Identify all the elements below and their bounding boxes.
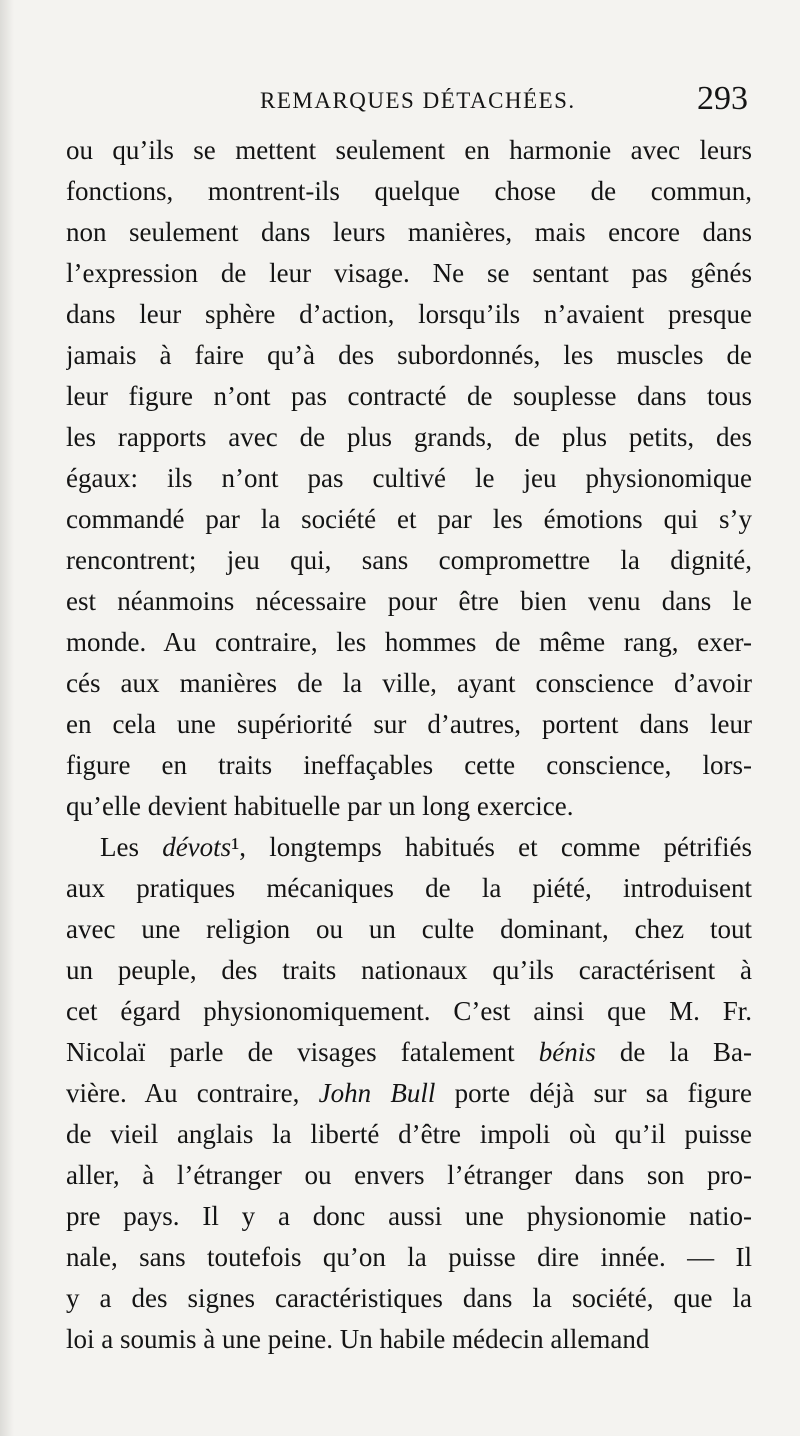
text-line [66,1278,752,1319]
text-line [66,1319,752,1360]
text-line [66,663,752,704]
text-run: de vieil anglais la liberté d’être impoli où qu’il puisse [66,1119,752,1149]
page-number: 293 [697,80,748,117]
text-line [66,581,752,622]
text-line [66,909,752,950]
text-line [66,130,752,171]
text-run: les rapports avec de plus grands, de plus petits, des [66,422,752,452]
text-run: Nicolaï parle de visages fatalement [66,1037,539,1067]
text-line [66,1155,752,1196]
text-line [66,1073,752,1114]
text-run: ou qu’ils se mettent seulement en harmonie avec leurs [66,135,752,165]
text-run: est néanmoins nécessaire pour être bien venu dans le [66,586,752,616]
page-header [0,80,800,128]
text-run: leur figure n’ont pas contracté de souplesse dans tous [66,381,752,411]
text-run: égaux: ils n’ont pas cultivé le jeu physionomique [66,463,752,493]
text-line [66,704,752,745]
text-run: aux pratiques mécaniques de la piété, introduisent [66,873,752,903]
text-line [66,417,752,458]
text-line [66,950,752,991]
text-run: jamais à faire qu’à des subordonnés, les muscles de [66,340,752,370]
running-head: REMARQUES DÉTACHÉES. [260,88,576,113]
text-run: y a des signes caractéristiques dans la société, que la [66,1283,752,1313]
text-run: rencontrent; jeu qui, sans compromettre la dignité, [66,545,752,575]
text-run: pre pays. Il y a donc aussi une physionomie natio- [66,1201,752,1231]
text-line [66,1237,752,1278]
text-run: vière. Au contraire, [66,1078,319,1108]
text-run: l’expression de leur visage. Ne se sentant pas gênés [66,258,752,288]
text-run: cés aux manières de la ville, ayant conscience d’avoir [66,668,752,698]
text-line [66,827,752,868]
italic-text: bénis [538,1037,596,1067]
text-run: fonctions, montrent-ils quelque chose de commun, [66,176,752,206]
text-line [66,335,752,376]
italic-text: dévots [162,832,232,862]
text-run: non seulement dans leurs manières, mais encore dans [66,217,752,247]
italic-text: John Bull [318,1078,436,1108]
paragraph [66,130,752,827]
text-line [66,1114,752,1155]
text-line [66,212,752,253]
text-run: aller, à l’étranger ou envers l’étranger dans son pro- [66,1160,752,1190]
text-run: de la Ba- [595,1037,752,1067]
text-run: porte déjà sur sa figure [435,1078,752,1108]
text-line [66,991,752,1032]
paragraph [66,827,752,1360]
text-run: Les [100,832,163,862]
text-line [66,745,752,786]
text-run: en cela une supériorité sur d’autres, portent dans leur [66,709,752,739]
text-line [66,786,752,827]
text-line [66,1032,752,1073]
text-run: figure en traits ineffaçables cette conscience, lors- [66,750,752,780]
text-run: loi a soumis à une peine. Un habile médecin allemand [66,1324,650,1354]
text-run: qu’elle devient habituelle par un long exercice. [66,791,574,821]
text-line [66,253,752,294]
text-run: cet égard physionomiquement. C’est ainsi que M. Fr. [66,996,752,1026]
text-run: ¹, longtemps habitués et comme pétrifiés [231,832,752,862]
text-line [66,171,752,212]
text-run: avec une religion ou un culte dominant, chez tout [66,914,752,944]
page-gutter-shadow [0,0,14,1436]
text-line [66,499,752,540]
text-run: monde. Au contraire, les hommes de même rang, exer- [66,627,752,657]
text-line [66,376,752,417]
text-run: un peuple, des traits nationaux qu’ils caractérisent à [66,955,752,985]
text-line [66,1196,752,1237]
text-run: dans leur sphère d’action, lorsqu’ils n’avaient presque [66,299,752,329]
body-text [66,130,752,1360]
text-run: nale, sans toutefois qu’on la puisse dire innée. — Il [66,1242,752,1272]
text-line [66,622,752,663]
text-line [66,540,752,581]
text-line [66,294,752,335]
text-line [66,868,752,909]
text-run: commandé par la société et par les émotions qui s’y [66,504,752,534]
text-line [66,458,752,499]
